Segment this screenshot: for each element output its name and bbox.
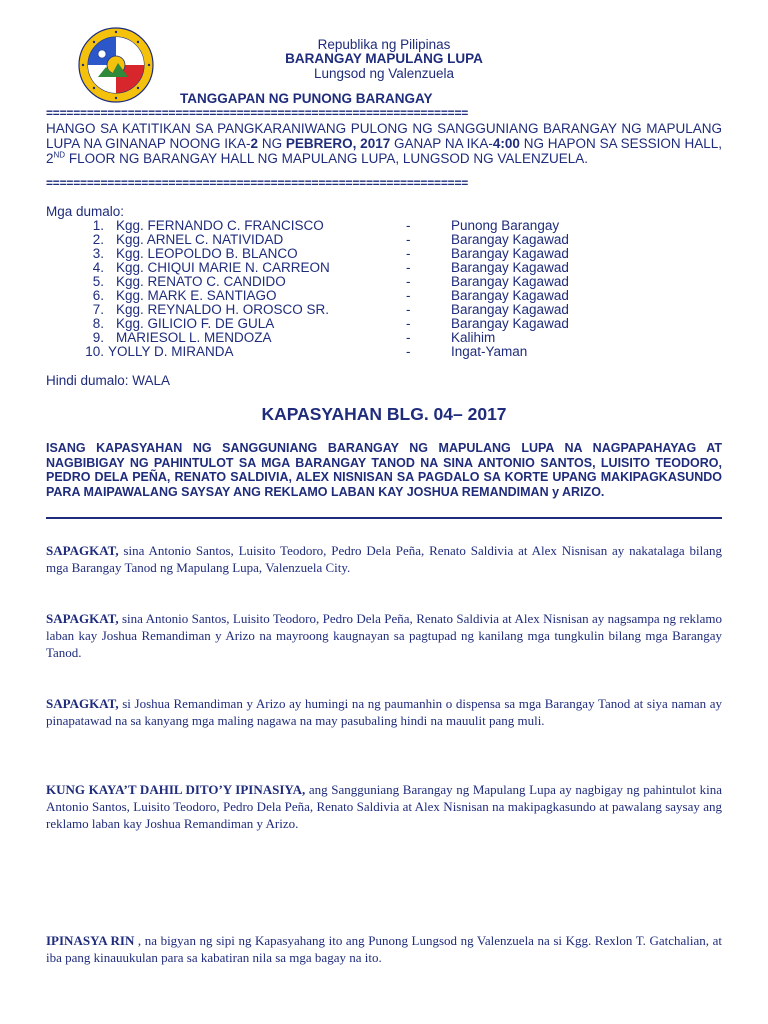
attendance-dash: - (406, 302, 411, 317)
attendance-position: Barangay Kagawad (451, 302, 569, 317)
minutes-text-1: HANGO SA KATITIKAN SA PANGKARANIWANG PULONG NG SANGGUNIANG BARANGAY NG MAPULANG LUPA NA GINANAP NOONG IKA- (46, 121, 722, 151)
attendance-dash: - (406, 232, 411, 247)
attendance-position: Ingat-Yaman (451, 344, 528, 359)
resolution-subject: ISANG KAPASYAHAN NG SANGGUNIANG BARANGAY NG MAPULANG LUPA NA NAGPAPAHAYAG AT NAGBIBIGAY NG PAHINTULOT SA MGA BARANGAY TANOD NA SINA ANTONIO SANTOS, LUISITO TEODORO, PEDRO DELA PEÑA, RENATO SALDIVIA, ALEX NISNISAN SA PAGDALO SA KORTE UPANG MAKIPAGKASUNDO PARA MAIPAWALANG SAYSAY ANG REKLAMO LABAN KAY JOSHUA REMANDIMAN y ARIZO. (46, 441, 722, 499)
attendance-name: Kgg. GILICIO F. DE GULA (116, 316, 275, 331)
minutes-statement (46, 121, 722, 166)
attendance-name: Kgg. RENATO C. CANDIDO (116, 274, 286, 289)
attendance-position: Punong Barangay (451, 218, 560, 233)
minutes-text-5: FLOOR NG BARANGAY HALL NG MAPULANG LUPA, LUNGSOD NG VALENZUELA. (65, 151, 588, 166)
attendance-position: Barangay Kagawad (451, 288, 569, 303)
minutes-superscript: ND (53, 150, 66, 160)
attendance-name: Kgg. REYNALDO H. OROSCO SR. (116, 302, 330, 317)
attendance-number: 1. (92, 218, 104, 233)
attendance-number: 6. (92, 288, 104, 303)
attendance-name: MARIESOL L. MENDOZA (116, 330, 272, 345)
attendance-dash: - (406, 274, 411, 289)
attendance-row (0, 233, 768, 247)
attendance-number: 3. (92, 246, 104, 261)
minutes-text-3: GANAP NA IKA- (390, 136, 493, 151)
attendance-number: 8. (92, 316, 104, 331)
attendance-number: 2. (92, 232, 104, 247)
whereas-paragraph-2 (46, 610, 722, 661)
attendance-row (0, 247, 768, 261)
resolution-title: KAPASYAHAN BLG. 04– 2017 (261, 404, 507, 424)
header-city: Lungsod ng Valenzuela (313, 66, 455, 81)
attendance-dash: - (406, 246, 411, 261)
attendance-position: Barangay Kagawad (451, 232, 569, 247)
paragraph-text: sina Antonio Santos, Luisito Teodoro, Pedro Dela Peña, Renato Saldivia at Alex Nisnisan ay nagsampa ng reklamo laban kay Joshua Remandiman y Arizo na mayroong kaugnayan sa pagtupad ng kanilang mga tungkulin bilang mga Barangay Tanod. (46, 611, 722, 660)
resolved-paragraph (46, 781, 722, 832)
whereas-paragraph-3 (46, 695, 722, 729)
header-office: TANGGAPAN NG PUNONG BARANGAY (180, 91, 433, 106)
attendance-number: 4. (92, 260, 104, 275)
attendance-number: 7. (92, 302, 104, 317)
attendance-number: 5. (92, 274, 104, 289)
attendance-number: 9. (92, 330, 104, 345)
attendance-row (0, 303, 768, 317)
paragraph-lead: KUNG KAYA’T DAHIL DITO’Y IPINASIYA, (46, 782, 306, 797)
divider-bottom: ============================================================== (46, 177, 469, 189)
minutes-date: PEBRERO, 2017 (285, 136, 391, 151)
attendance-name: YOLLY D. MIRANDA (108, 344, 234, 359)
attendance-dash: - (406, 316, 411, 331)
attendance-position: Barangay Kagawad (451, 260, 569, 275)
minutes-text-4: NG HAPON SA SESSION HALL, 2 (46, 136, 722, 166)
attendance-label: Mga dumalo: (46, 204, 125, 219)
header-republic: Republika ng Pilipinas (317, 37, 451, 52)
paragraph-text: sina Antonio Santos, Luisito Teodoro, Pedro Dela Peña, Renato Saldivia at Alex Nisnisan ay nakatalaga bilang mga Barangay Tanod ng Mapulang Lupa, Valenzuela City. (46, 543, 722, 575)
header-barangay: BARANGAY MAPULANG LUPA (285, 51, 483, 66)
attendance-dash: - (406, 288, 411, 303)
attendance-name: Kgg. LEOPOLDO B. BLANCO (116, 246, 298, 261)
divider-top: ============================================================== (46, 107, 469, 119)
attendance-row (0, 275, 768, 289)
attendance-position: Kalihim (451, 330, 496, 345)
whereas-paragraph-1 (46, 542, 722, 576)
attendance-row (0, 331, 768, 345)
attendance-list (0, 219, 768, 364)
attendance-dash: - (406, 330, 411, 345)
attendance-name: Kgg. MARK E. SANTIAGO (116, 288, 277, 303)
attendance-name: Kgg. FERNANDO C. FRANCISCO (116, 218, 324, 233)
paragraph-lead: SAPAGKAT, (46, 611, 119, 626)
absent-statement: Hindi dumalo: WALA (46, 373, 171, 388)
attendance-row (0, 261, 768, 275)
minutes-time: 4:00 (492, 136, 520, 151)
attendance-name: Kgg. ARNEL C. NATIVIDAD (116, 232, 284, 247)
paragraph-lead: SAPAGKAT, (46, 543, 119, 558)
minutes-day: 2 (250, 136, 259, 151)
paragraph-lead: SAPAGKAT, (46, 696, 119, 711)
paragraph-text: ang Sangguniang Barangay ng Mapulang Lupa ay nagbigay ng pahintulot kina Antonio Santos, Luisito Teodoro, Pedro Dela Peña, Renato Saldivia at Alex Nisnisan na makipagkasundo at pawalang saysay ang reklamo laban kay Joshua Remandiman y Arizo. (46, 782, 722, 831)
resolution-underline (46, 517, 722, 519)
attendance-row (0, 289, 768, 303)
attendance-row (0, 317, 768, 331)
attendance-position: Barangay Kagawad (451, 274, 569, 289)
resolved-further-paragraph (46, 932, 722, 966)
attendance-row (0, 219, 768, 233)
attendance-dash: - (406, 344, 411, 359)
attendance-position: Barangay Kagawad (451, 246, 569, 261)
attendance-position: Barangay Kagawad (451, 316, 569, 331)
attendance-dash: - (406, 218, 411, 233)
paragraph-text: si Joshua Remandiman y Arizo ay humingi na ng paumanhin o dispensa sa mga Barangay Tanod at siya naman ay pinapatawad na sa kanyang mga maling nagawa na may pasubaling hindi na mauulit pang muli. (46, 696, 722, 728)
minutes-text-2: NG (258, 136, 286, 151)
attendance-dash: - (406, 260, 411, 275)
attendance-name: Kgg. CHIQUI MARIE N. CARREON (116, 260, 330, 275)
paragraph-lead: IPINASYA RIN (46, 933, 135, 948)
paragraph-text: , na bigyan ng sipi ng Kapasyahang ito ang Punong Lungsod ng Valenzuela na si Kgg. Rexlon T. Gatchalian, at iba pang kinauukulan para sa kabatiran nila sa mga bagay na ito. (46, 933, 722, 965)
attendance-number: 10. (85, 344, 104, 359)
attendance-row (0, 345, 768, 359)
